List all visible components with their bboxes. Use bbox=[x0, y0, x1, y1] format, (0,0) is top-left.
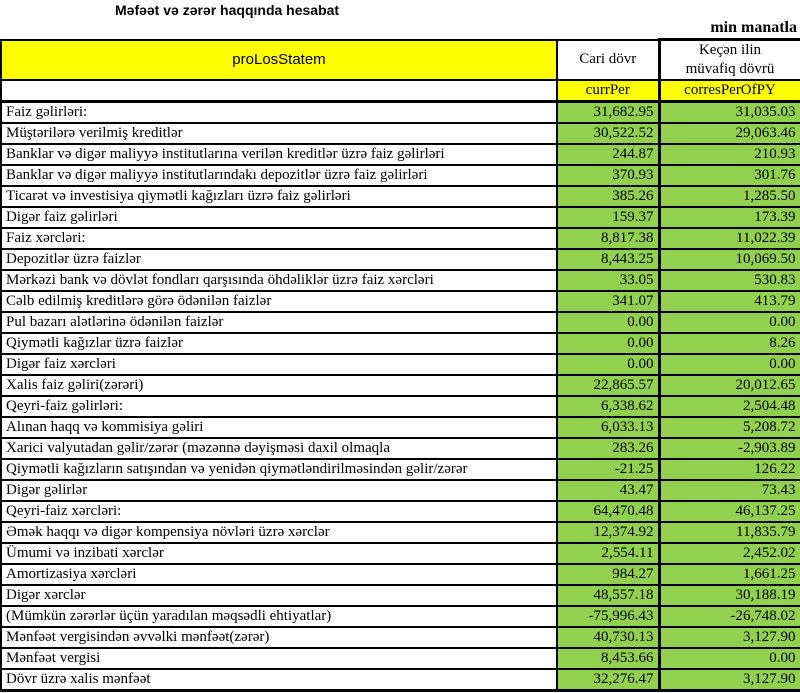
table-row bbox=[1, 312, 800, 333]
table-row bbox=[1, 459, 800, 480]
row-label: Cəlb edilmiş kreditlərə görə ödənilən faizlər bbox=[1, 291, 557, 312]
prior-period-value: 0.00 bbox=[659, 354, 800, 375]
current-period-value: 64,470.48 bbox=[557, 501, 659, 522]
row-label: Banklar və digər maliyyə institutlarına verilən kreditlər üzrə faiz gəlirləri bbox=[1, 144, 557, 165]
current-period-value: 2,554.11 bbox=[557, 543, 659, 564]
prior-period-value: 530.83 bbox=[659, 270, 800, 291]
row-label: Amortizasiya xərcləri bbox=[1, 564, 557, 585]
table-row bbox=[1, 144, 800, 165]
table-row bbox=[1, 627, 800, 648]
current-period-value: 244.87 bbox=[557, 144, 659, 165]
current-period-value: 22,865.57 bbox=[557, 375, 659, 396]
table-row bbox=[1, 648, 800, 669]
table-row bbox=[1, 270, 800, 291]
current-period-value: 33.05 bbox=[557, 270, 659, 291]
table-row bbox=[1, 438, 800, 459]
table-row bbox=[1, 354, 800, 375]
prior-period-value: 210.93 bbox=[659, 144, 800, 165]
current-period-value: 984.27 bbox=[557, 564, 659, 585]
header-row-codes bbox=[1, 80, 800, 102]
profit-loss-table bbox=[0, 38, 800, 692]
row-label: Depozitlər üzrə faizlər bbox=[1, 249, 557, 270]
table-row bbox=[1, 480, 800, 501]
prior-period-value: -2,903.89 bbox=[659, 438, 800, 459]
row-label: Digər faiz gəlirləri bbox=[1, 207, 557, 228]
table-row bbox=[1, 228, 800, 249]
header-row-titles bbox=[1, 40, 800, 81]
row-label: Ticarət və investisiya qiymətli kağızları üzrə faiz gəlirləri bbox=[1, 186, 557, 207]
prior-period-value: 30,188.19 bbox=[659, 585, 800, 606]
row-label: Mənfəət vergisi bbox=[1, 648, 557, 669]
row-label: Digər faiz xərcləri bbox=[1, 354, 557, 375]
table-row bbox=[1, 501, 800, 522]
current-period-value: 8,453.66 bbox=[557, 648, 659, 669]
prior-period-value: 173.39 bbox=[659, 207, 800, 228]
row-label: Pul bazarı alətlərinə ödənilən faizlər bbox=[1, 312, 557, 333]
unit-note: min manatla bbox=[710, 19, 797, 36]
column-code-prior: corresPerOfPY bbox=[659, 80, 800, 102]
current-period-value: 6,033.13 bbox=[557, 417, 659, 438]
row-label: Xarici valyutadan gəlir/zərər (məzənnə dəyişməsi daxil olmaqla bbox=[1, 438, 557, 459]
row-label: Ümumi və inzibati xərclər bbox=[1, 543, 557, 564]
prior-period-value: 11,835.79 bbox=[659, 522, 800, 543]
row-label: Digər xərclər bbox=[1, 585, 557, 606]
row-label: Əmək haqqı və digər kompensiya növləri üzrə xərclər bbox=[1, 522, 557, 543]
current-period-value: 43.47 bbox=[557, 480, 659, 501]
table-row bbox=[1, 417, 800, 438]
column-header-prior-period bbox=[659, 40, 800, 81]
table-row bbox=[1, 585, 800, 606]
table-row bbox=[1, 375, 800, 396]
current-period-value: 32,276.47 bbox=[557, 669, 659, 691]
table-row bbox=[1, 543, 800, 564]
current-period-value: -21.25 bbox=[557, 459, 659, 480]
row-label: Digər gəlirlər bbox=[1, 480, 557, 501]
table-row bbox=[1, 396, 800, 417]
prior-period-value: 20,012.65 bbox=[659, 375, 800, 396]
current-period-value: 6,338.62 bbox=[557, 396, 659, 417]
current-period-value: 40,730.13 bbox=[557, 627, 659, 648]
prior-period-value: 3,127.90 bbox=[659, 669, 800, 691]
header-empty-cell bbox=[1, 80, 557, 102]
prior-period-value: 8.26 bbox=[659, 333, 800, 354]
prior-period-value: 2,452.02 bbox=[659, 543, 800, 564]
current-period-value: 31,682.95 bbox=[557, 102, 659, 124]
prior-period-value: 10,069.50 bbox=[659, 249, 800, 270]
table-row bbox=[1, 123, 800, 144]
prior-period-value: 73.43 bbox=[659, 480, 800, 501]
current-period-value: 283.26 bbox=[557, 438, 659, 459]
row-label: Qeyri-faiz gəlirləri: bbox=[1, 396, 557, 417]
pl-table-body bbox=[1, 102, 800, 691]
row-label: (Mümkün zərərlər üçün yaradılan məqsədli ehtiyatlar) bbox=[1, 606, 557, 627]
current-period-value: 30,522.52 bbox=[557, 123, 659, 144]
current-period-value: 370.93 bbox=[557, 165, 659, 186]
current-period-value: 159.37 bbox=[557, 207, 659, 228]
current-period-value: 0.00 bbox=[557, 312, 659, 333]
prior-period-value: 29,063.46 bbox=[659, 123, 800, 144]
current-period-value: 385.26 bbox=[557, 186, 659, 207]
table-row bbox=[1, 165, 800, 186]
prior-period-value: 5,208.72 bbox=[659, 417, 800, 438]
row-label: Mənfəət vergisindən əvvəlki mənfəət(zərər) bbox=[1, 627, 557, 648]
page-title: Məfəət və zərər haqqında hesabat bbox=[115, 2, 340, 18]
column-header-current-period: Cari dövr bbox=[557, 40, 659, 81]
prior-period-value: 31,035.03 bbox=[659, 102, 800, 124]
current-period-value: 0.00 bbox=[557, 333, 659, 354]
row-label: Mərkəzi bank və dövlət fondları qarşısında öhdəliklər üzrə faiz xərcləri bbox=[1, 270, 557, 291]
current-period-value: 8,817.38 bbox=[557, 228, 659, 249]
row-label: Qeyri-faiz xərcləri: bbox=[1, 501, 557, 522]
prior-period-value: 3,127.90 bbox=[659, 627, 800, 648]
table-row bbox=[1, 186, 800, 207]
table-row bbox=[1, 291, 800, 312]
current-period-value: 8,443.25 bbox=[557, 249, 659, 270]
table-row bbox=[1, 249, 800, 270]
column-header-statement: proLosStatem bbox=[1, 40, 557, 81]
column-code-current: currPer bbox=[557, 80, 659, 102]
row-label: Qiymətli kağızların satışından və yenidən qiymətləndirilməsindən gəlir/zərər bbox=[1, 459, 557, 480]
row-label: Müştərilərə verilmiş kreditlər bbox=[1, 123, 557, 144]
prior-period-value: 413.79 bbox=[659, 291, 800, 312]
row-label: Xalis faiz gəliri(zərəri) bbox=[1, 375, 557, 396]
row-label: Dövr üzrə xalis mənfəət bbox=[1, 669, 557, 691]
prior-period-value: 0.00 bbox=[659, 312, 800, 333]
row-label: Alınan haqq və kommisiya gəliri bbox=[1, 417, 557, 438]
prior-period-line1: Keçən ilin bbox=[698, 42, 762, 58]
table-row bbox=[1, 669, 800, 691]
row-label: Qiymətli kağızlar üzrə faizlər bbox=[1, 333, 557, 354]
current-period-value: 0.00 bbox=[557, 354, 659, 375]
prior-period-value: 1,661.25 bbox=[659, 564, 800, 585]
current-period-value: 12,374.92 bbox=[557, 522, 659, 543]
table-row bbox=[1, 606, 800, 627]
row-label: Faiz gəlirləri: bbox=[1, 102, 557, 124]
prior-period-value: -26,748.02 bbox=[659, 606, 800, 627]
table-row bbox=[1, 102, 800, 124]
table-row bbox=[1, 207, 800, 228]
prior-period-line2: müvafiq dövrü bbox=[685, 61, 775, 77]
prior-period-value: 46,137.25 bbox=[659, 501, 800, 522]
table-row bbox=[1, 522, 800, 543]
table-row bbox=[1, 564, 800, 585]
prior-period-value: 11,022.39 bbox=[659, 228, 800, 249]
prior-period-value: 126.22 bbox=[659, 459, 800, 480]
prior-period-value: 1,285.50 bbox=[659, 186, 800, 207]
prior-period-value: 0.00 bbox=[659, 648, 800, 669]
table-row bbox=[1, 333, 800, 354]
row-label: Faiz xərcləri: bbox=[1, 228, 557, 249]
prior-period-value: 301.76 bbox=[659, 165, 800, 186]
current-period-value: 341.07 bbox=[557, 291, 659, 312]
row-label: Banklar və digər maliyyə institutlarındakı depozitlər üzrə faiz gəlirləri bbox=[1, 165, 557, 186]
prior-period-value: 2,504.48 bbox=[659, 396, 800, 417]
current-period-value: 48,557.18 bbox=[557, 585, 659, 606]
current-period-value: -75,996.43 bbox=[557, 606, 659, 627]
